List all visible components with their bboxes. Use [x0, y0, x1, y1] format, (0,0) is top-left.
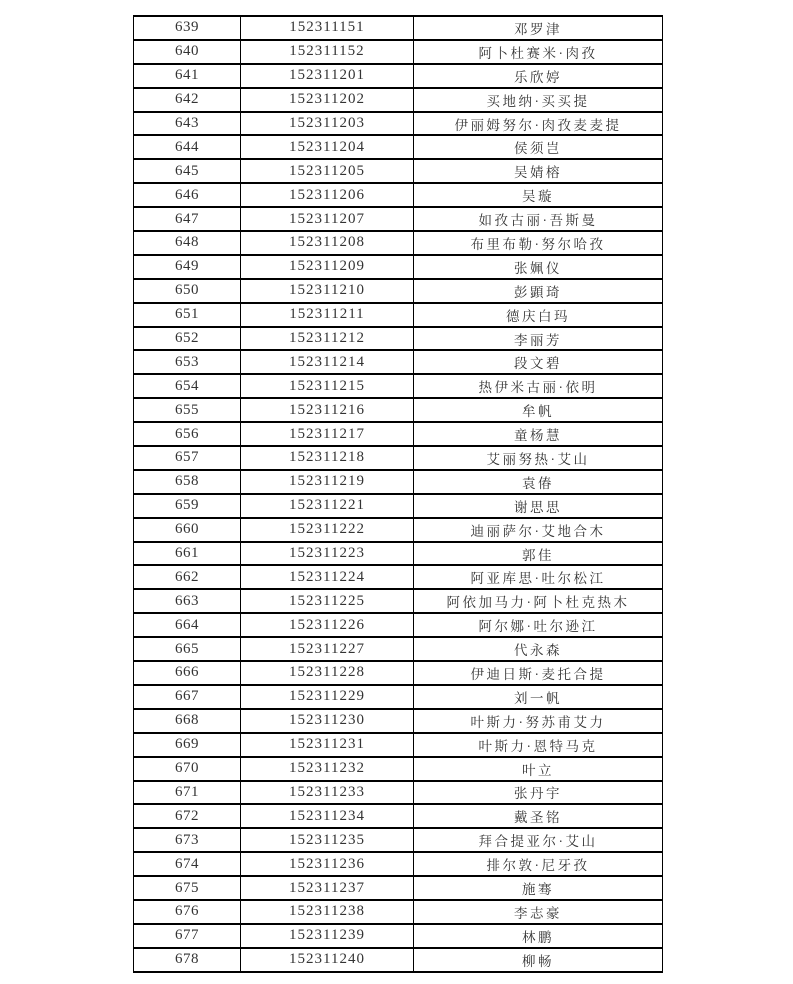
- table-row: [134, 279, 663, 303]
- student-name-cell: 李丽芳: [414, 327, 663, 351]
- student-id-cell: 152311218: [241, 446, 414, 470]
- student-name-cell: 吴婧榕: [414, 159, 663, 183]
- serial-number-cell: 674: [134, 852, 241, 876]
- student-name-cell: 郭佳: [414, 542, 663, 566]
- student-id-cell: 152311210: [241, 279, 414, 303]
- table-row: [134, 733, 663, 757]
- serial-number-cell: 641: [134, 64, 241, 88]
- student-name-cell: 戴圣铭: [414, 804, 663, 828]
- student-roster-table: [133, 15, 663, 973]
- table-row: [134, 565, 663, 589]
- student-name-cell: 叶立: [414, 757, 663, 781]
- serial-number-cell: 665: [134, 637, 241, 661]
- serial-number-cell: 663: [134, 589, 241, 613]
- table-row: [134, 589, 663, 613]
- serial-number-cell: 667: [134, 685, 241, 709]
- student-id-cell: 152311226: [241, 613, 414, 637]
- student-id-cell: 152311219: [241, 470, 414, 494]
- student-name-cell: 拜合提亚尔·艾山: [414, 828, 663, 852]
- table-row: [134, 374, 663, 398]
- student-id-cell: 152311224: [241, 565, 414, 589]
- serial-number-cell: 652: [134, 327, 241, 351]
- student-name-cell: 排尔敦·尼牙孜: [414, 852, 663, 876]
- student-name-cell: 童杨慧: [414, 422, 663, 446]
- student-name-cell: 袁偆: [414, 470, 663, 494]
- table-row: [134, 231, 663, 255]
- student-id-cell: 152311201: [241, 64, 414, 88]
- student-id-cell: 152311231: [241, 733, 414, 757]
- student-name-cell: 阿尔娜·吐尔逊江: [414, 613, 663, 637]
- student-id-cell: 152311208: [241, 231, 414, 255]
- serial-number-cell: 640: [134, 40, 241, 64]
- table-row: [134, 852, 663, 876]
- table-row: [134, 542, 663, 566]
- student-id-cell: 152311151: [241, 16, 414, 40]
- serial-number-cell: 675: [134, 876, 241, 900]
- student-id-cell: 152311205: [241, 159, 414, 183]
- serial-number-cell: 646: [134, 183, 241, 207]
- serial-number-cell: 639: [134, 16, 241, 40]
- serial-number-cell: 653: [134, 350, 241, 374]
- serial-number-cell: 676: [134, 900, 241, 924]
- table-row: [134, 661, 663, 685]
- student-id-cell: 152311227: [241, 637, 414, 661]
- student-name-cell: 阿亚库思·吐尔松江: [414, 565, 663, 589]
- serial-number-cell: 660: [134, 518, 241, 542]
- student-name-cell: 邓罗津: [414, 16, 663, 40]
- serial-number-cell: 661: [134, 542, 241, 566]
- table-row: [134, 518, 663, 542]
- table-row: [134, 112, 663, 136]
- student-id-cell: 152311215: [241, 374, 414, 398]
- serial-number-cell: 644: [134, 135, 241, 159]
- student-name-cell: 阿依加马力·阿卜杜克热木: [414, 589, 663, 613]
- serial-number-cell: 643: [134, 112, 241, 136]
- student-name-cell: 迪丽萨尔·艾地合木: [414, 518, 663, 542]
- student-id-cell: 152311225: [241, 589, 414, 613]
- student-id-cell: 152311229: [241, 685, 414, 709]
- student-id-cell: 152311203: [241, 112, 414, 136]
- table-row: [134, 900, 663, 924]
- table-row: [134, 207, 663, 231]
- table-row: [134, 948, 663, 972]
- serial-number-cell: 677: [134, 924, 241, 948]
- table-row: [134, 64, 663, 88]
- serial-number-cell: 658: [134, 470, 241, 494]
- table-body: [134, 16, 663, 972]
- student-id-cell: 152311235: [241, 828, 414, 852]
- serial-number-cell: 673: [134, 828, 241, 852]
- student-name-cell: 吴璇: [414, 183, 663, 207]
- serial-number-cell: 647: [134, 207, 241, 231]
- table-row: [134, 255, 663, 279]
- student-id-cell: 152311209: [241, 255, 414, 279]
- table-row: [134, 613, 663, 637]
- student-name-cell: 林鹏: [414, 924, 663, 948]
- serial-number-cell: 672: [134, 804, 241, 828]
- serial-number-cell: 662: [134, 565, 241, 589]
- table-row: [134, 135, 663, 159]
- student-id-cell: 152311230: [241, 709, 414, 733]
- student-id-cell: 152311237: [241, 876, 414, 900]
- table-row: [134, 876, 663, 900]
- serial-number-cell: 651: [134, 303, 241, 327]
- table-row: [134, 781, 663, 805]
- student-id-cell: 152311211: [241, 303, 414, 327]
- student-id-cell: 152311204: [241, 135, 414, 159]
- student-name-cell: 彭顕琦: [414, 279, 663, 303]
- table-row: [134, 327, 663, 351]
- student-id-cell: 152311222: [241, 518, 414, 542]
- student-name-cell: 伊丽姆努尔·肉孜麦麦提: [414, 112, 663, 136]
- table-row: [134, 446, 663, 470]
- table-row: [134, 159, 663, 183]
- serial-number-cell: 659: [134, 494, 241, 518]
- student-name-cell: 代永森: [414, 637, 663, 661]
- table-row: [134, 637, 663, 661]
- serial-number-cell: 678: [134, 948, 241, 972]
- student-name-cell: 乐欣婷: [414, 64, 663, 88]
- serial-number-cell: 649: [134, 255, 241, 279]
- serial-number-cell: 654: [134, 374, 241, 398]
- student-name-cell: 侯须岂: [414, 135, 663, 159]
- table-row: [134, 350, 663, 374]
- student-id-cell: 152311214: [241, 350, 414, 374]
- student-id-cell: 152311202: [241, 88, 414, 112]
- serial-number-cell: 655: [134, 398, 241, 422]
- serial-number-cell: 669: [134, 733, 241, 757]
- student-name-cell: 德庆白玛: [414, 303, 663, 327]
- student-id-cell: 152311240: [241, 948, 414, 972]
- student-name-cell: 刘一帆: [414, 685, 663, 709]
- serial-number-cell: 657: [134, 446, 241, 470]
- student-name-cell: 李志豪: [414, 900, 663, 924]
- student-name-cell: 施骞: [414, 876, 663, 900]
- serial-number-cell: 650: [134, 279, 241, 303]
- student-name-cell: 买地纳·买买提: [414, 88, 663, 112]
- student-name-cell: 段文碧: [414, 350, 663, 374]
- student-id-cell: 152311238: [241, 900, 414, 924]
- student-id-cell: 152311207: [241, 207, 414, 231]
- student-name-cell: 叶斯力·恩特马克: [414, 733, 663, 757]
- table-row: [134, 757, 663, 781]
- serial-number-cell: 671: [134, 781, 241, 805]
- table-row: [134, 398, 663, 422]
- serial-number-cell: 642: [134, 88, 241, 112]
- table-row: [134, 16, 663, 40]
- student-id-cell: 152311216: [241, 398, 414, 422]
- student-name-cell: 柳畅: [414, 948, 663, 972]
- student-id-cell: 152311236: [241, 852, 414, 876]
- serial-number-cell: 645: [134, 159, 241, 183]
- student-name-cell: 牟帆: [414, 398, 663, 422]
- student-id-cell: 152311239: [241, 924, 414, 948]
- student-id-cell: 152311206: [241, 183, 414, 207]
- student-name-cell: 伊迪日斯·麦托合提: [414, 661, 663, 685]
- serial-number-cell: 664: [134, 613, 241, 637]
- student-id-cell: 152311223: [241, 542, 414, 566]
- student-name-cell: 布里布勒·努尔哈孜: [414, 231, 663, 255]
- table-row: [134, 422, 663, 446]
- student-id-cell: 152311233: [241, 781, 414, 805]
- student-name-cell: 阿卜杜赛米·肉孜: [414, 40, 663, 64]
- student-name-cell: 张丹宇: [414, 781, 663, 805]
- table-row: [134, 470, 663, 494]
- student-id-cell: 152311217: [241, 422, 414, 446]
- serial-number-cell: 648: [134, 231, 241, 255]
- student-id-cell: 152311234: [241, 804, 414, 828]
- table-row: [134, 494, 663, 518]
- student-name-cell: 叶斯力·努苏甫艾力: [414, 709, 663, 733]
- table-row: [134, 303, 663, 327]
- serial-number-cell: 666: [134, 661, 241, 685]
- table-row: [134, 40, 663, 64]
- table-row: [134, 685, 663, 709]
- student-id-cell: 152311232: [241, 757, 414, 781]
- student-name-cell: 谢思思: [414, 494, 663, 518]
- table-row: [134, 183, 663, 207]
- table-row: [134, 828, 663, 852]
- student-name-cell: 艾丽努热·艾山: [414, 446, 663, 470]
- student-id-cell: 152311152: [241, 40, 414, 64]
- table-row: [134, 804, 663, 828]
- student-id-cell: 152311221: [241, 494, 414, 518]
- student-name-cell: 如孜古丽·吾斯曼: [414, 207, 663, 231]
- serial-number-cell: 668: [134, 709, 241, 733]
- student-id-cell: 152311228: [241, 661, 414, 685]
- student-name-cell: 张姵仪: [414, 255, 663, 279]
- student-id-cell: 152311212: [241, 327, 414, 351]
- table-row: [134, 88, 663, 112]
- student-name-cell: 热伊米古丽·依明: [414, 374, 663, 398]
- serial-number-cell: 656: [134, 422, 241, 446]
- table-row: [134, 709, 663, 733]
- table-row: [134, 924, 663, 948]
- serial-number-cell: 670: [134, 757, 241, 781]
